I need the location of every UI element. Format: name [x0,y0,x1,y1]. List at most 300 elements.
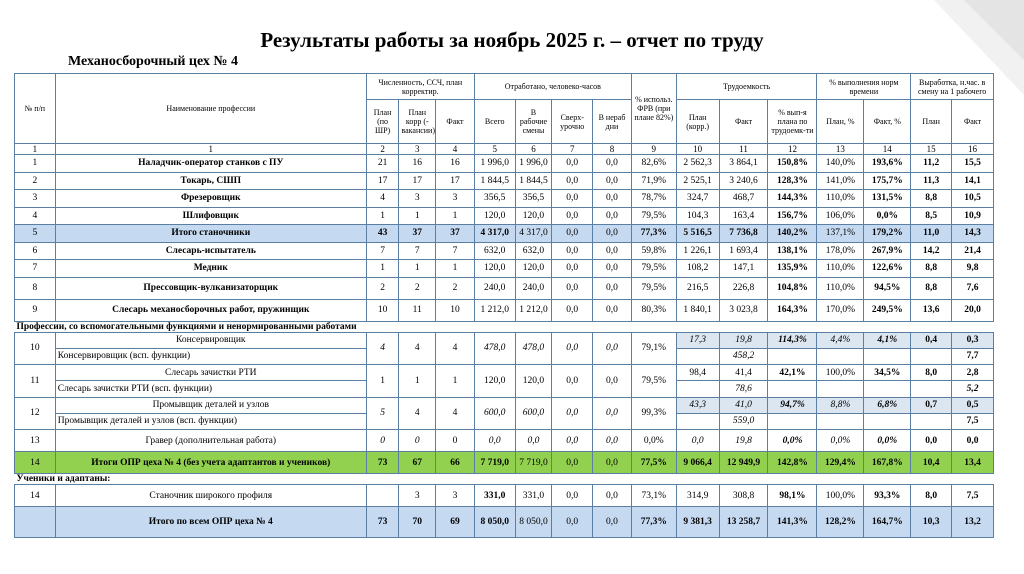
table-row [15,277,994,299]
cell-off-days: 0,0 [593,365,632,398]
cell-plan-shr: 10 [366,299,399,321]
cell-pct-frv: 73,1% [631,485,676,507]
cell-fact: 4 [436,332,475,365]
cell-labor-plan: 324,7 [676,190,719,208]
page-subtitle: Механосборочный цех № 4 [68,54,238,69]
cell-plan-corr: 17 [399,172,436,190]
cell-labor-pct: 128,3% [768,172,817,190]
row-num: 13 [15,430,56,452]
cell-plan-corr: 0 [399,430,436,452]
cell-plan-shr: 4 [366,190,399,208]
cell-in-shift: 240,0 [515,277,552,299]
cell-norm-plan: 141,0% [817,172,864,190]
cell-plan-shr: 73 [366,452,399,474]
cell-fact: 66 [436,452,475,474]
cell-labor-pct: 94,7% [768,397,817,413]
col-number: 9 [631,144,676,155]
table-row [15,260,994,278]
cell-off-days: 0,0 [593,507,632,538]
cell-overtime: 0,0 [552,397,593,430]
cell-total: 600,0 [474,397,515,430]
cell-norm-plan: 128,2% [817,507,864,538]
cell-labor-pct: 114,3% [768,332,817,348]
cell-out-plan: 8,8 [911,277,952,299]
cell-off-days: 0,0 [593,155,632,173]
col-number: 1 [15,144,56,155]
cell-plan-shr: 1 [366,365,399,398]
profession-name: Гравер (дополнительная работа) [55,430,366,452]
cell-overtime: 0,0 [552,260,593,278]
cell-plan-shr: 43 [366,225,399,243]
profession-name-aux: Промывщик деталей и узлов (всп. функции) [55,413,366,430]
cell-overtime: 0,0 [552,430,593,452]
profession-name: Слесарь-испытатель [55,242,366,260]
cell-labor-fact: 41,0 [719,397,768,413]
cell-pct-frv: 71,9% [631,172,676,190]
profession-name: Медник [55,260,366,278]
cell-plan-shr [366,485,399,507]
cell-out-fact: 10,5 [952,190,994,208]
cell-plan-corr: 70 [399,507,436,538]
cell-norm-plan: 100,0% [817,485,864,507]
cell-plan-corr: 1 [399,365,436,398]
cell-in-shift: 8 050,0 [515,507,552,538]
table-row [15,242,994,260]
cell-labor-fact: 458,2 [719,348,768,365]
cell-pct-frv: 0,0% [631,430,676,452]
col-number: 7 [552,144,593,155]
cell-labor-fact: 308,8 [719,485,768,507]
table-row [15,155,994,173]
cell-plan-shr: 2 [366,277,399,299]
cell-norm-fact: 131,5% [864,190,911,208]
cell-plan-corr: 37 [399,225,436,243]
cell-labor-plan: 5 516,5 [676,225,719,243]
cell-fact: 3 [436,485,475,507]
cell-total: 1 212,0 [474,299,515,321]
profession-name: Консервировщик [55,332,366,348]
row-num: 14 [15,452,56,474]
cell-out-plan: 0,7 [911,397,952,413]
col-number: 12 [768,144,817,155]
cell-labor-plan: 43,3 [676,397,719,413]
profession-name: Шлифовщик [55,207,366,225]
cell-plan-corr: 1 [399,207,436,225]
cell-labor-pct: 144,3% [768,190,817,208]
header-out-fact: Факт [952,100,994,144]
page-title: Результаты работы за ноябрь 2025 г. – отчет по труду [260,28,764,52]
cell-total: 120,0 [474,260,515,278]
cell-total: 8 050,0 [474,507,515,538]
cell-norm-fact: 34,5% [864,365,911,381]
row-num: 9 [15,299,56,321]
cell-in-shift: 120,0 [515,207,552,225]
header-plan-corr: План корр (-вакансии) [399,100,436,144]
profession-name-aux: Консервировщик (всп. функции) [55,348,366,365]
cell-in-shift: 1 844,5 [515,172,552,190]
cell-off-days: 0,0 [593,485,632,507]
cell-out-fact: 0,0 [952,430,994,452]
header-plan-shr: План (по ШР) [366,100,399,144]
cell-out-fact: 0,5 [952,397,994,413]
table-row [15,172,994,190]
cell-labor-plan: 0,0 [676,430,719,452]
cell-pct-frv: 79,5% [631,365,676,398]
cell-total: 4 317,0 [474,225,515,243]
cell-plan-corr: 4 [399,397,436,430]
row-num: 14 [15,485,56,507]
row-num: 3 [15,190,56,208]
cell-norm-plan: 137,1% [817,225,864,243]
cell-out-fact: 7,7 [952,348,994,365]
cell-overtime: 0,0 [552,225,593,243]
cell-labor-plan: 216,5 [676,277,719,299]
row-num: 5 [15,225,56,243]
cell-plan-corr: 2 [399,277,436,299]
cell-out-fact: 5,2 [952,381,994,398]
profession-name: Слесарь зачистки РТИ [55,365,366,381]
cell-labor-pct: 104,8% [768,277,817,299]
cell-off-days: 0,0 [593,190,632,208]
cell-in-shift: 7 719,0 [515,452,552,474]
cell-labor-fact: 226,8 [719,277,768,299]
cell-total: 356,5 [474,190,515,208]
cell-norm-fact: 175,7% [864,172,911,190]
cell-out-plan: 10,4 [911,452,952,474]
cell-overtime: 0,0 [552,485,593,507]
cell-labor-plan: 108,2 [676,260,719,278]
col-number: 15 [911,144,952,155]
table-row [15,207,994,225]
cell-empty [768,413,817,430]
header-norm-fact: Факт, % [864,100,911,144]
header-output: Выработка, н.час. в смену на 1 рабочего [911,74,994,100]
cell-overtime: 0,0 [552,190,593,208]
cell-total: 1 996,0 [474,155,515,173]
cell-labor-pct: 135,9% [768,260,817,278]
report-table-wrap [14,73,994,538]
cell-overtime: 0,0 [552,332,593,365]
profession-name: Токарь, СШП [55,172,366,190]
cell-labor-fact: 163,4 [719,207,768,225]
cell-empty [864,348,911,365]
cell-labor-plan: 98,4 [676,365,719,381]
cell-labor-plan: 9 066,4 [676,452,719,474]
cell-labor-fact: 12 949,9 [719,452,768,474]
main-rows [15,155,994,322]
section-aux-title: Профессии, со вспомогательными функциями и ненормированными работами [15,321,994,332]
cell-fact: 7 [436,242,475,260]
cell-norm-fact: 249,5% [864,299,911,321]
cell-empty [817,413,864,430]
cell-empty [676,381,719,398]
cell-labor-plan: 104,3 [676,207,719,225]
cell-fact: 3 [436,190,475,208]
cell-norm-plan: 110,0% [817,190,864,208]
cell-norm-plan: 178,0% [817,242,864,260]
cell-out-fact: 9,8 [952,260,994,278]
cell-out-plan: 11,0 [911,225,952,243]
header-worked: Отработано, человеко-часов [474,74,631,100]
cell-norm-fact: 0,0% [864,430,911,452]
row-num: 6 [15,242,56,260]
profession-name: Итого станочники [55,225,366,243]
cell-labor-pct: 142,8% [768,452,817,474]
cell-norm-fact: 94,5% [864,277,911,299]
header-labor-plan: План (корр.) [676,100,719,144]
cell-overtime: 0,0 [552,277,593,299]
cell-total: 120,0 [474,207,515,225]
cell-off-days: 0,0 [593,260,632,278]
cell-fact: 1 [436,260,475,278]
cell-fact: 37 [436,225,475,243]
col-number: 6 [515,144,552,155]
profession-name: Наладчик-оператор станков с ПУ [55,155,366,173]
cell-total: 0,0 [474,430,515,452]
cell-out-plan: 8,8 [911,260,952,278]
cell-plan-shr: 5 [366,397,399,430]
col-number: 16 [952,144,994,155]
cell-out-fact: 10,9 [952,207,994,225]
cell-pct-frv: 79,5% [631,277,676,299]
profession-name-aux: Слесарь зачистки РТИ (всп. функции) [55,381,366,398]
cell-total: 240,0 [474,277,515,299]
cell-pct-frv: 77,5% [631,452,676,474]
cell-norm-plan: 100,0% [817,365,864,381]
cell-labor-pct: 138,1% [768,242,817,260]
header-out-plan: План [911,100,952,144]
cell-empty [768,381,817,398]
cell-out-fact: 14,1 [952,172,994,190]
cell-in-shift: 478,0 [515,332,552,365]
cell-out-fact: 15,5 [952,155,994,173]
cell-off-days: 0,0 [593,172,632,190]
cell-overtime: 0,0 [552,507,593,538]
section-students-title: Ученики и адаптаны: [15,474,994,485]
cell-off-days: 0,0 [593,242,632,260]
header-labor: Трудоемкость [676,74,817,100]
cell-plan-corr: 1 [399,260,436,278]
cell-labor-fact: 19,8 [719,430,768,452]
cell-pct-frv: 79,1% [631,332,676,365]
cell-plan-shr: 1 [366,260,399,278]
cell-out-plan: 10,3 [911,507,952,538]
col-number: 3 [399,144,436,155]
cell-labor-pct: 164,3% [768,299,817,321]
cell-out-plan: 8,0 [911,365,952,381]
cell-labor-fact: 7 736,8 [719,225,768,243]
cell-out-fact: 13,4 [952,452,994,474]
cell-in-shift: 331,0 [515,485,552,507]
cell-overtime: 0,0 [552,242,593,260]
cell-overtime: 0,0 [552,365,593,398]
cell-labor-plan: 1 226,1 [676,242,719,260]
profession-name: Слесарь механосборочных работ, пружинщик [55,299,366,321]
cell-norm-plan: 106,0% [817,207,864,225]
cell-fact: 17 [436,172,475,190]
cell-norm-plan: 4,4% [817,332,864,348]
cell-in-shift: 120,0 [515,260,552,278]
cell-norm-fact: 167,8% [864,452,911,474]
cell-empty [911,348,952,365]
cell-pct-frv: 77,3% [631,225,676,243]
row-num: 12 [15,397,56,430]
cell-labor-plan: 314,9 [676,485,719,507]
cell-empty [864,413,911,430]
cell-norm-plan: 170,0% [817,299,864,321]
cell-fact: 0 [436,430,475,452]
cell-off-days: 0,0 [593,332,632,365]
aux-rows [15,321,994,538]
cell-plan-shr: 7 [366,242,399,260]
col-number: 13 [817,144,864,155]
row-num: 4 [15,207,56,225]
cell-plan-shr: 17 [366,172,399,190]
cell-labor-pct: 98,1% [768,485,817,507]
profession-name: Станочник широкого профиля [55,485,366,507]
cell-norm-plan: 110,0% [817,260,864,278]
profession-name: Фрезеровщик [55,190,366,208]
profession-name: Прессовщик-вулканизаторщик [55,277,366,299]
cell-norm-fact: 179,2% [864,225,911,243]
cell-overtime: 0,0 [552,299,593,321]
cell-plan-corr: 11 [399,299,436,321]
profession-name: Итоги ОПР цеха № 4 (без учета адаптантов и учеников) [55,452,366,474]
total-row-opr [15,452,994,474]
cell-plan-corr: 4 [399,332,436,365]
cell-norm-plan: 129,4% [817,452,864,474]
cell-out-plan: 8,5 [911,207,952,225]
cell-overtime: 0,0 [552,207,593,225]
header-off-days: В нераб дни [593,100,632,144]
cell-labor-plan: 2 562,3 [676,155,719,173]
cell-fact: 69 [436,507,475,538]
cell-norm-plan: 8,8% [817,397,864,413]
cell-fact: 10 [436,299,475,321]
cell-out-fact: 7,5 [952,485,994,507]
cell-norm-fact: 122,6% [864,260,911,278]
profession-name: Промывщик деталей и узлов [55,397,366,413]
cell-norm-fact: 93,3% [864,485,911,507]
cell-empty [768,348,817,365]
cell-labor-fact: 19,8 [719,332,768,348]
cell-labor-pct: 150,8% [768,155,817,173]
cell-labor-fact: 41,4 [719,365,768,381]
cell-off-days: 0,0 [593,225,632,243]
cell-out-fact: 20,0 [952,299,994,321]
cell-empty [817,348,864,365]
cell-empty [676,413,719,430]
cell-labor-fact: 13 258,7 [719,507,768,538]
row-num: 10 [15,332,56,365]
header-num: № п/п [15,74,56,144]
cell-empty [676,348,719,365]
cell-out-plan: 13,6 [911,299,952,321]
table-row [15,190,994,208]
header-in-shift: В рабочие смены [515,100,552,144]
col-number: 11 [719,144,768,155]
cell-plan-corr: 16 [399,155,436,173]
cell-pct-frv: 99,3% [631,397,676,430]
cell-off-days: 0,0 [593,452,632,474]
cell-empty [15,507,56,538]
cell-norm-fact: 267,9% [864,242,911,260]
cell-plan-corr: 7 [399,242,436,260]
header-norm-plan: План, % [817,100,864,144]
cell-off-days: 0,0 [593,277,632,299]
cell-plan-corr: 3 [399,485,436,507]
header-name: Наименование профессии [55,74,366,144]
cell-out-plan: 11,2 [911,155,952,173]
cell-labor-plan: 1 840,1 [676,299,719,321]
table-row [15,299,994,321]
cell-plan-shr: 0 [366,430,399,452]
cell-labor-fact: 147,1 [719,260,768,278]
cell-pct-frv: 79,5% [631,260,676,278]
row-num: 8 [15,277,56,299]
cell-total: 1 844,5 [474,172,515,190]
cell-fact: 2 [436,277,475,299]
row-num: 1 [15,155,56,173]
cell-overtime: 0,0 [552,155,593,173]
col-number: 4 [436,144,475,155]
cell-labor-fact: 78,6 [719,381,768,398]
header-fact: Факт [436,100,475,144]
cell-off-days: 0,0 [593,299,632,321]
cell-total: 632,0 [474,242,515,260]
cell-out-plan: 0,4 [911,332,952,348]
cell-pct-frv: 59,8% [631,242,676,260]
cell-pct-frv: 82,6% [631,155,676,173]
cell-fact: 4 [436,397,475,430]
cell-labor-pct: 156,7% [768,207,817,225]
cell-labor-fact: 3 240,6 [719,172,768,190]
header-pct-frv: % использ. ФРВ (при плане 82%) [631,74,676,144]
cell-in-shift: 4 317,0 [515,225,552,243]
profession-name: Итого по всем ОПР цеха № 4 [55,507,366,538]
grand-total-row [15,507,994,538]
cell-norm-plan: 110,0% [817,277,864,299]
header-headcount: Численность, ССЧ, план корректир. [366,74,474,100]
cell-labor-plan: 2 525,1 [676,172,719,190]
col-number: 1 [55,144,366,155]
cell-out-fact: 7,6 [952,277,994,299]
table-row [15,225,994,243]
cell-labor-pct: 42,1% [768,365,817,381]
row-num: 2 [15,172,56,190]
cell-out-fact: 0,3 [952,332,994,348]
cell-out-plan: 8,0 [911,485,952,507]
cell-out-plan: 0,0 [911,430,952,452]
cell-out-plan: 8,8 [911,190,952,208]
cell-plan-shr: 4 [366,332,399,365]
cell-out-fact: 21,4 [952,242,994,260]
cell-out-fact: 13,2 [952,507,994,538]
cell-out-plan: 14,2 [911,242,952,260]
header-overtime: Сверх-урочно [552,100,593,144]
cell-out-fact: 14,3 [952,225,994,243]
cell-in-shift: 1 212,0 [515,299,552,321]
cell-out-fact: 2,8 [952,365,994,381]
cell-labor-plan: 9 381,3 [676,507,719,538]
cell-in-shift: 356,5 [515,190,552,208]
cell-out-plan: 11,3 [911,172,952,190]
cell-labor-fact: 3 864,1 [719,155,768,173]
cell-in-shift: 600,0 [515,397,552,430]
cell-labor-fact: 559,0 [719,413,768,430]
cell-pct-frv: 80,3% [631,299,676,321]
cell-norm-fact: 193,6% [864,155,911,173]
